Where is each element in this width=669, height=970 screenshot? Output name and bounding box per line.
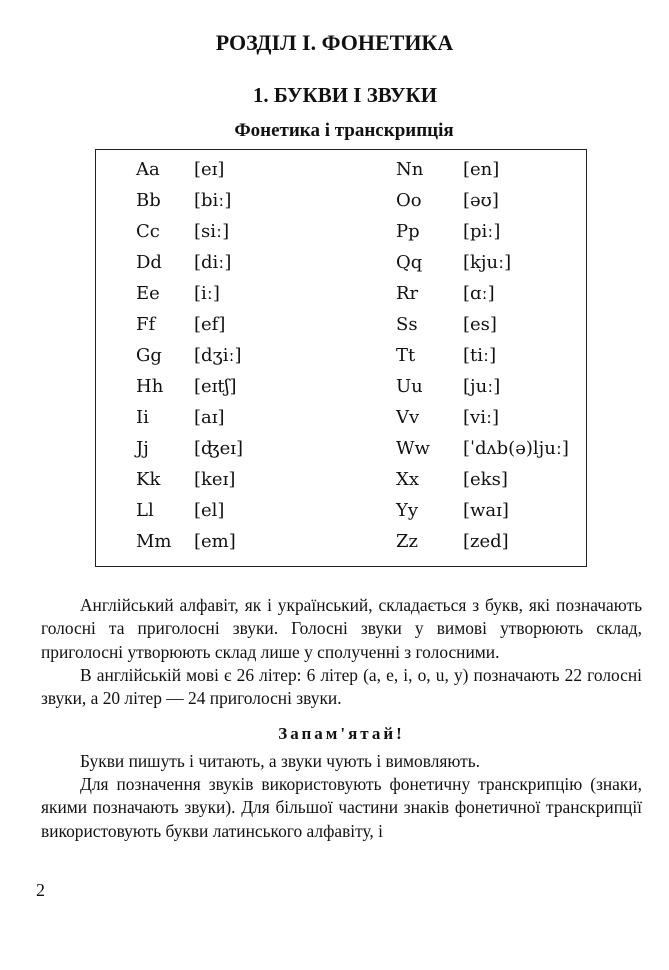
letter: Bb [136,190,161,211]
paragraph: В англійській мові є 26 літер: 6 літер (a, e, i, o, u, y) позначають 22 голосні звуки, а 20 літер — 24 приголосні звуки. [41,664,642,709]
chapter-title: РОЗДІЛ І. ФОНЕТИКА [215,30,454,55]
transcription: [kjuː] [463,252,512,273]
letter: Ww [396,438,430,459]
alphabet-row [96,187,586,215]
letter: Mm [136,531,172,552]
transcription: [piː] [463,221,501,242]
alphabet-row [96,342,586,370]
alphabet-row [96,280,586,308]
alphabet-row [96,466,586,494]
transcription: [waɪ] [463,500,509,521]
section-title: 1. БУКВИ І ЗВУКИ [252,83,438,107]
letter: Kk [136,469,161,490]
transcription: [juː] [463,376,501,397]
alphabet-row [96,156,586,184]
transcription: [ef] [194,314,226,335]
letter: Ff [136,314,156,335]
alphabet-row [96,249,586,277]
letter: Ss [396,314,418,335]
transcription: [ɑː] [463,283,495,304]
letter: Vv [396,407,420,428]
transcription: [tiː] [463,345,497,366]
transcription: [ʤeɪ] [194,438,244,459]
alphabet-row [96,497,586,525]
transcription: [eɪ] [194,159,225,180]
paragraph: Англійський алфавіт, як і український, складається з букв, які позначають голосні та приголосні звуки. Голосні звуки у вимові утворюють склад, приголосні утворюють склад лише у сполученні з голосними. [41,595,642,662]
letter: Oo [396,190,422,211]
letter: Yy [396,500,419,521]
transcription: [dʒiː] [194,345,242,366]
table-caption: Фонетика і транскрипція [234,120,454,141]
paragraph: Для позначення звуків використовують фонетичну транскрипцію (знаки, якими позначають звуки). Для більшої частини знаків фонетичної транскрипції використовують букви латинського алфавіту, і [41,774,642,841]
letter: Zz [396,531,418,552]
alphabet-row [96,435,586,463]
transcription: [es] [463,314,497,335]
transcription: [ˈdʌb(ə)ljuː] [463,438,569,459]
remember-heading: Запам'ятай! [278,724,405,744]
letter: Ii [136,407,149,428]
letter: Nn [396,159,424,180]
letter: Qq [396,252,423,273]
alphabet-table [95,149,587,567]
body-text [41,594,642,843]
letter: Xx [396,469,419,490]
transcription: [əʊ] [463,190,499,211]
letter: Rr [396,283,419,304]
letter: Cc [136,221,160,242]
page-number: 2 [36,880,45,900]
transcription: [viː] [463,407,500,428]
letter: Hh [136,376,164,397]
paragraph: Букви пишуть і читають, а звуки чують і вимовляють. [80,750,481,771]
transcription: [keɪ] [194,469,236,490]
letter: Aa [136,159,160,180]
letter: Tt [396,345,416,366]
alphabet-row [96,528,586,556]
alphabet-row [96,311,586,339]
transcription: [em] [194,531,236,552]
letter: Jj [136,438,149,459]
alphabet-row [96,218,586,246]
alphabet-row [96,373,586,401]
transcription: [eks] [463,469,508,490]
letter: Uu [396,376,423,397]
transcription: [en] [463,159,500,180]
transcription: [zed] [463,531,509,552]
letter: Ee [136,283,160,304]
letter: Dd [136,252,162,273]
transcription: [eɪtʃ] [194,376,237,397]
letter: Ll [136,500,154,521]
letter: Pp [396,221,420,242]
transcription: [biː] [194,190,232,211]
transcription: [siː] [194,221,230,242]
transcription: [diː] [194,252,232,273]
alphabet-row [96,404,586,432]
transcription: [iː] [194,283,220,304]
transcription: [el] [194,500,225,521]
transcription: [aɪ] [194,407,225,428]
letter: Gg [136,345,162,366]
